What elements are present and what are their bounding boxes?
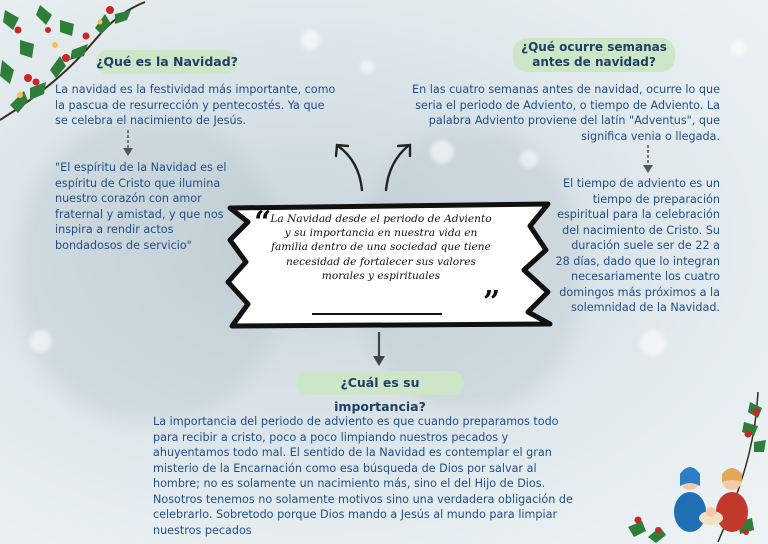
open-quote-mark: “ xyxy=(254,205,272,240)
importancia-text: La importancia del periodo de adviento es que cuando preparamos todo para recibir a cristo, poco a poco limpiando nuestros pecados y ahuyentamos todo mal. El sentido de la Navidad es contemplar el gran misterio de la Encarnación como esa búsqueda de Dios por salvar al hombre; no es solamente un nacimiento más, sino el del Hijo de Dios. Nosotros tenemos no solamente motivos sino una verdadera obligación de celebrarlo. Sobretodo porque Dios mando a Jesús al mundo para limpiar nuestros pecados xyxy=(153,415,573,537)
heading-semanas-antes: ¿Qué ocurre semanas antes de navidad? xyxy=(513,38,675,72)
bokeh-light xyxy=(640,330,666,356)
heading-que-es-navidad: ¿Qué es la Navidad? xyxy=(96,50,238,74)
definition-text: La navidad es la festividad más importante, como la pascua de resurrección y pentecostés. Ya que se celebra el nacimiento de Jesús. xyxy=(55,83,336,127)
bokeh-light xyxy=(360,60,374,74)
bokeh-light xyxy=(520,150,538,168)
center-title: La Navidad desde el periodo de Adviento y su importancia en nuestra vida en familia dentro de una sociedad que tiene necesidad de fortalecer sus valores morales y espirituales xyxy=(270,213,492,282)
arrow-up-right-icon xyxy=(380,140,416,192)
arrow-down-icon xyxy=(372,332,386,368)
nativity-illustration xyxy=(670,452,754,532)
adviento-text: En las cuatro semanas antes de navidad, ocurre lo que seria el periodo de Adviento, o tiempo de Adviento. La palabra Adviento proviene del latín "Adventus", que significa venia o llegada. xyxy=(412,83,720,143)
bokeh-light xyxy=(30,330,52,352)
close-quote-mark: ” xyxy=(483,285,501,320)
bokeh-light xyxy=(730,40,746,56)
dashed-arrow-down-icon xyxy=(122,130,134,158)
dashed-arrow-down-icon xyxy=(642,145,654,175)
bokeh-light xyxy=(300,30,320,50)
arrow-up-left-icon xyxy=(332,140,372,192)
heading-importancia: ¿Cuál es su importancia? xyxy=(296,371,464,395)
tiempo-adviento-text: El tiempo de adviento es un tiempo de preparación espiritual para la celebración del nacimiento de Cristo. Su duración suele ser de 22 a 28 días, dado que lo integran necesariamente los cuatro domingos más próximos a la solemnidad de la Navidad. xyxy=(555,177,720,314)
underline-decoration xyxy=(312,313,442,315)
quote-text: "El espíritu de la Navidad es el espíritu de Cristo que ilumina nuestro corazón con amor fraternal y amistad, y que nos inspira a rendir actos bondadosos de servicio" xyxy=(55,161,227,252)
